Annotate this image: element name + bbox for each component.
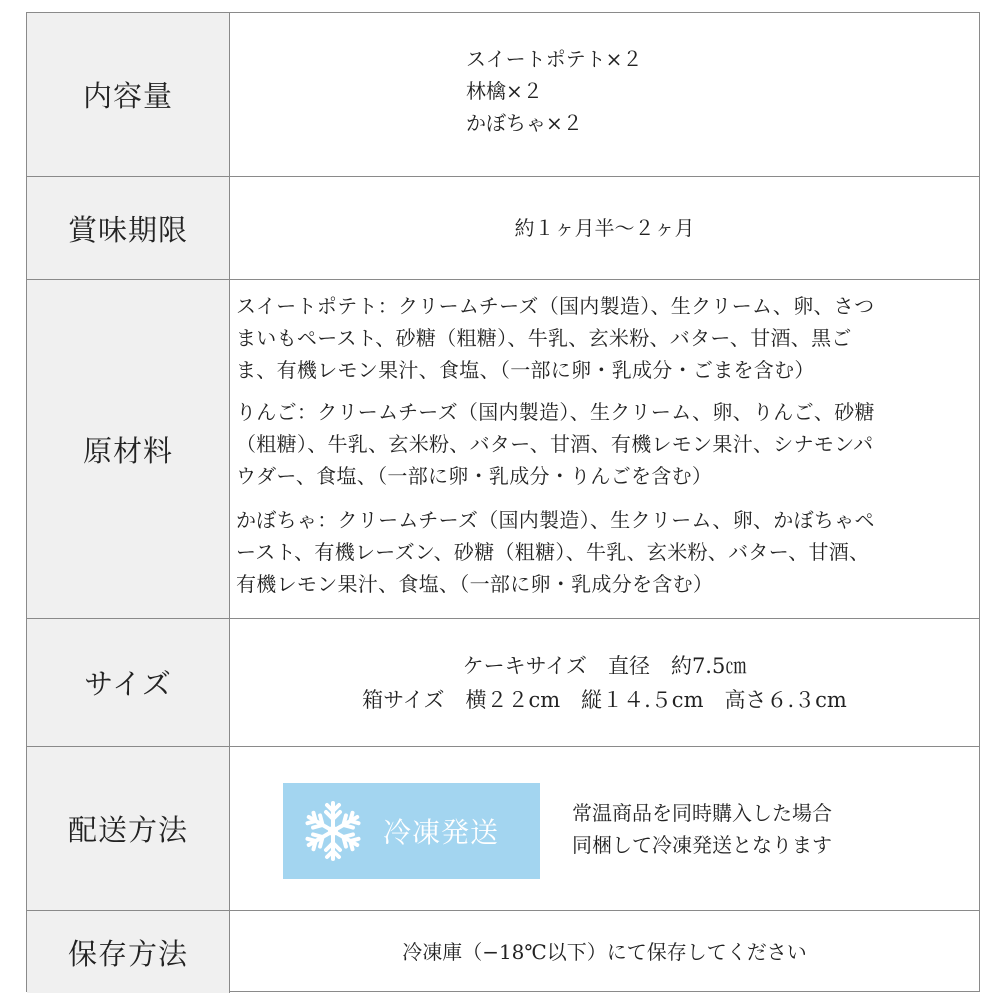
ingredient-line: スイートポテト：クリームチーズ（国内製造）、生クリーム、卵、さつ [236,294,875,318]
contents-line: スイートポテト×２ [466,47,643,71]
frozen-shipping-text: 冷凍発送 [383,816,500,849]
ingredients-label: 原材料 [27,280,230,618]
row-contents [27,13,979,177]
frozen-shipping-badge [283,783,540,879]
ingredient-line: 有機レモン果汁、食塩、（一部に卵・乳成分を含む） [236,572,714,596]
ingredient-line: ースト、有機レーズン、砂糖（粗糖）、牛乳、玄米粉、バター、甘酒、 [236,540,870,564]
shipping-label: 配送方法 [27,747,230,910]
shipping-note-line: 常温商品を同時購入した場合 [572,801,832,825]
ingredient-line: まいもペースト、砂糖（粗糖）、牛乳、玄米粉、バター、甘酒、黒ご [236,326,852,350]
expiry-label: 賞味期限 [27,177,230,279]
ingredients-pumpkin [236,504,975,600]
snowflake-icon [301,799,365,863]
storage-label: 保存方法 [27,911,230,993]
box-size: 箱サイズ 横２２cm 縦１４.５cm 高さ６.３cm [362,687,847,712]
ingredient-line: ウダー、食塩、（一部に卵・乳成分・りんごを含む） [236,464,713,488]
shipping-note [572,797,832,861]
storage-value: 冷凍庫（−18℃以下）にて保存してください [402,940,807,964]
size-label: サイズ [27,619,230,746]
product-info-table [26,12,980,992]
ingredient-line: （粗糖）、牛乳、玄米粉、バター、甘酒、有機レモン果汁、シナモンパ [236,432,874,456]
ingredient-line: かぼちゃ：クリームチーズ（国内製造）、生クリーム、卵、かぼちゃペ [236,508,875,532]
row-size [27,619,979,747]
row-ingredients [27,280,979,619]
contents-line: 林檎×２ [466,79,543,103]
cake-size: ケーキサイズ 直径 約7.5㎝ [462,653,747,678]
contents-value [230,13,979,176]
ingredients-apple [236,396,975,492]
ingredients-sweet-potato [236,290,975,386]
ingredient-line: ま、有機レモン果汁、食塩、（一部に卵・乳成分・ごまを含む） [236,358,815,382]
row-expiry [27,177,979,280]
contents-line: かぼちゃ×２ [466,111,583,135]
row-storage [27,911,979,993]
contents-label: 内容量 [27,13,230,176]
ingredients-value [230,280,979,618]
ingredient-line: りんご：クリームチーズ（国内製造）、生クリーム、卵、りんご、砂糖 [236,400,875,424]
row-shipping [27,747,979,911]
expiry-value: 約１ヶ月半〜２ヶ月 [514,216,695,240]
shipping-note-line: 同梱して冷凍発送となります [572,833,832,857]
